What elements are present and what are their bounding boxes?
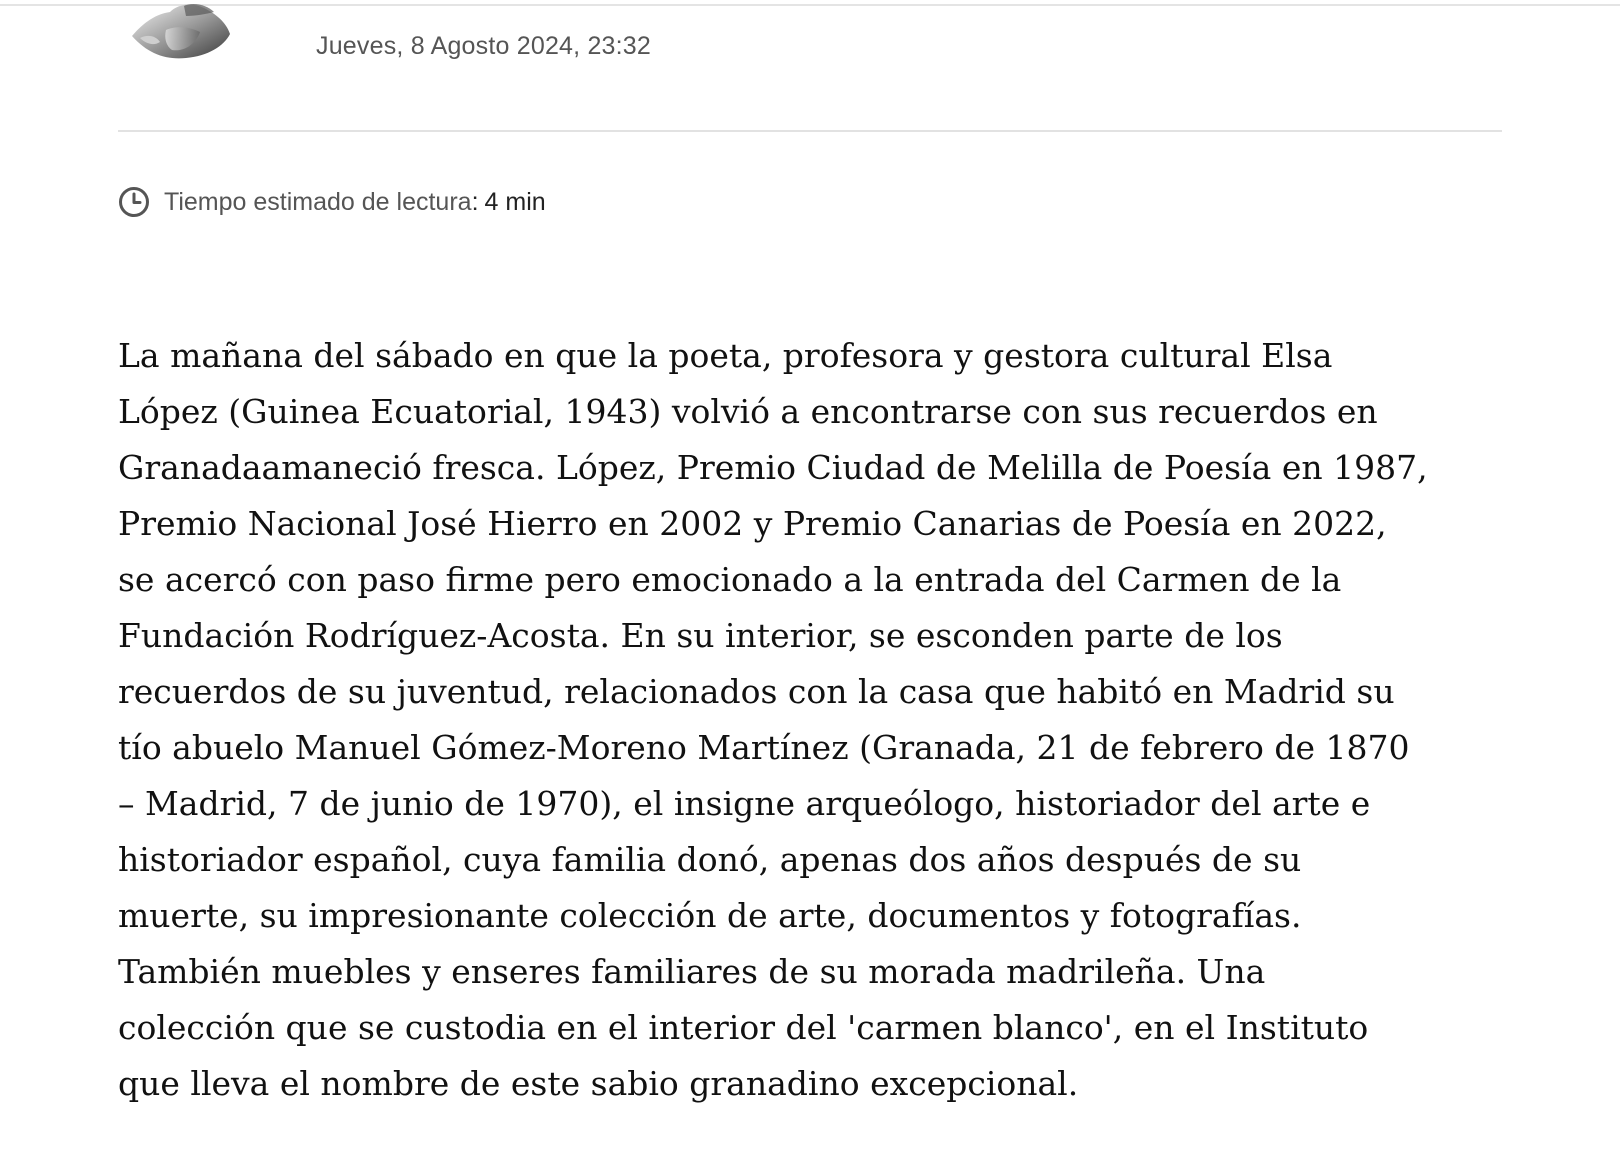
paragraph-line: recuerdos de su juventud, relacionados con la casa que habitó en Madrid su [118, 672, 1395, 711]
reading-time-colon: : [471, 187, 479, 216]
paragraph-line: muerte, su impresionante colección de arte, documentos y fotografías. [118, 896, 1302, 935]
paragraph-line: colección que se custodia en el interior del 'carmen blanco', en el Instituto [118, 1008, 1369, 1047]
reading-time [118, 184, 546, 220]
author-photo-icon [126, 0, 238, 62]
paragraph-line: Premio Nacional José Hierro en 2002 y Premio Canarias de Poesía en 2022, [118, 504, 1387, 543]
publish-date: Jueves, 8 Agosto 2024, 23:32 [316, 32, 652, 60]
article-byline [118, 0, 1508, 132]
paragraph-line: Granadaamaneció fresca. López, Premio Ciudad de Melilla de Poesía en 1987, [118, 448, 1428, 487]
article-paragraph [118, 328, 1508, 1112]
author-avatar[interactable] [126, 0, 238, 62]
paragraph-line: se acercó con paso firme pero emocionado a la entrada del Carmen de la [118, 560, 1342, 599]
paragraph-line: – Madrid, 7 de junio de 1970), el insigne arqueólogo, historiador del arte e [118, 784, 1371, 823]
paragraph-line: historiador español, cuya familia donó, apenas dos años después de su [118, 840, 1302, 879]
paragraph-line: tío abuelo Manuel Gómez-Moreno Martínez (Granada, 21 de febrero de 1870 [118, 728, 1410, 767]
paragraph-line: También muebles y enseres familiares de su morada madrileña. Una [118, 952, 1266, 991]
paragraph-line: Fundación Rodríguez-Acosta. En su interior, se esconden parte de los [118, 616, 1283, 655]
paragraph-line: La mañana del sábado en que la poeta, profesora y gestora cultural Elsa [118, 336, 1333, 375]
byline-divider [118, 130, 1502, 132]
paragraph-line: López (Guinea Ecuatorial, 1943) volvió a encontrarse con sus recuerdos en [118, 392, 1378, 431]
clock-icon [118, 186, 150, 218]
reading-time-label: Tiempo estimado de lectura [164, 187, 472, 216]
paragraph-line: que lleva el nombre de este sabio granadino excepcional. [118, 1064, 1079, 1103]
reading-time-value: 4 min [484, 187, 546, 216]
